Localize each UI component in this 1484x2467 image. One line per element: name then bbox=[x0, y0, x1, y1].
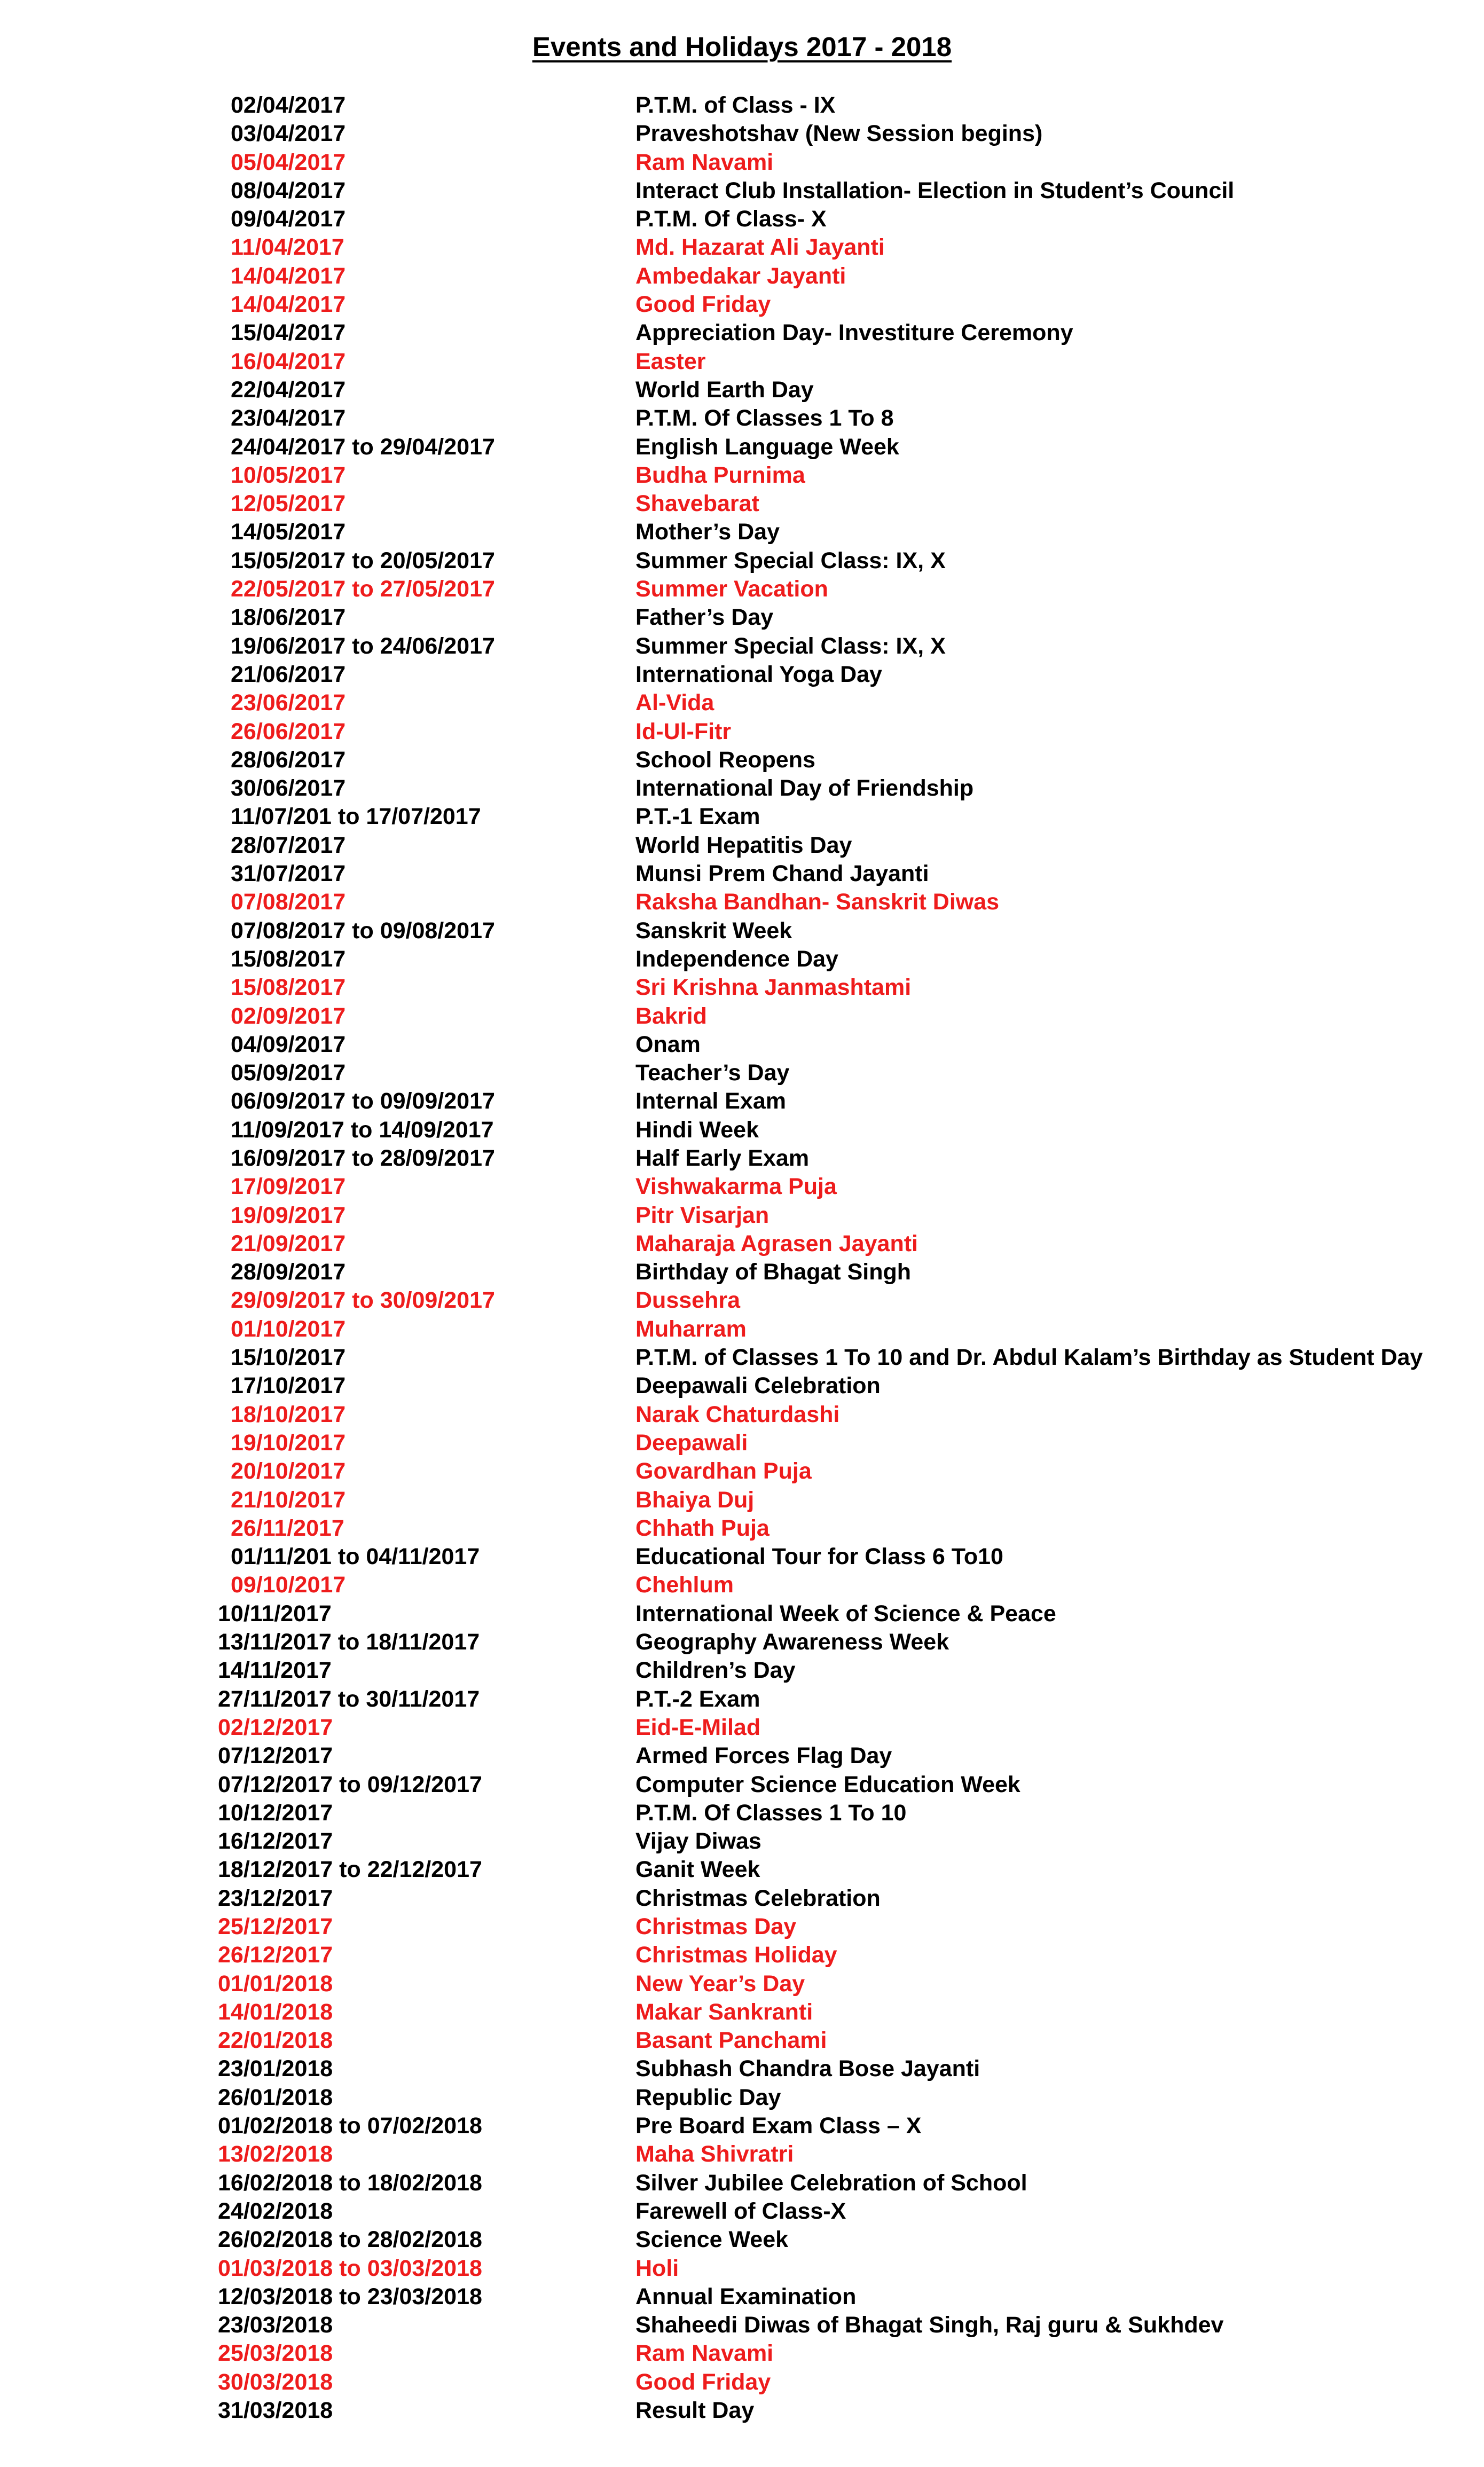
event-date: 23/12/2017 bbox=[218, 1885, 333, 1911]
event-name: Vijay Diwas bbox=[635, 1828, 761, 1855]
event-date: 01/02/2018 to 07/02/2018 bbox=[218, 2113, 482, 2139]
holiday-row bbox=[0, 1401, 1484, 1429]
event-row bbox=[0, 205, 1484, 233]
event-row bbox=[0, 831, 1484, 860]
event-date: 09/04/2017 bbox=[231, 206, 346, 232]
page-title bbox=[0, 31, 1484, 62]
event-row bbox=[0, 1628, 1484, 1656]
event-name: Computer Science Education Week bbox=[635, 1771, 1020, 1797]
event-row bbox=[0, 518, 1484, 546]
event-row bbox=[0, 120, 1484, 148]
event-date: 29/09/2017 to 30/09/2017 bbox=[231, 1287, 495, 1314]
event-name: Makar Sankranti bbox=[635, 1999, 813, 2025]
event-name: Muharram bbox=[635, 1316, 747, 1342]
event-name: Raksha Bandhan- Sanskrit Diwas bbox=[635, 889, 1000, 915]
event-row bbox=[0, 2055, 1484, 2083]
event-name: Praveshotshav (New Session begins) bbox=[635, 121, 1043, 147]
event-name: Annual Examination bbox=[635, 2283, 857, 2309]
event-date: 08/04/2017 bbox=[231, 177, 346, 203]
event-name: Pre Board Exam Class – X bbox=[635, 2113, 922, 2139]
event-date: 22/05/2017 to 27/05/2017 bbox=[231, 576, 495, 602]
holiday-row bbox=[0, 2339, 1484, 2368]
event-row bbox=[0, 1685, 1484, 1714]
event-name: Birthday of Bhagat Singh bbox=[635, 1259, 911, 1285]
event-date: 18/06/2017 bbox=[231, 604, 346, 631]
event-name: Pitr Visarjan bbox=[635, 1202, 770, 1228]
event-name: Independence Day bbox=[635, 946, 838, 972]
event-name: Science Week bbox=[635, 2227, 789, 2253]
event-date: 01/01/2018 bbox=[218, 1970, 333, 1997]
event-row bbox=[0, 376, 1484, 404]
event-name: Result Day bbox=[635, 2398, 755, 2424]
event-date: 01/03/2018 to 03/03/2018 bbox=[218, 2255, 482, 2281]
event-date: 04/09/2017 bbox=[231, 1031, 346, 1057]
event-date: 11/07/201 to 17/07/2017 bbox=[231, 804, 481, 830]
event-name: Appreciation Day- Investiture Ceremony bbox=[635, 320, 1073, 346]
event-date: 21/10/2017 bbox=[231, 1487, 346, 1513]
event-date: 22/01/2018 bbox=[218, 2028, 333, 2054]
event-row bbox=[0, 1827, 1484, 1856]
event-name: Children’s Day bbox=[635, 1657, 796, 1684]
event-name: Subhash Chandra Bose Jayanti bbox=[635, 2056, 980, 2082]
event-name: School Reopens bbox=[635, 747, 815, 773]
holiday-row bbox=[0, 1486, 1484, 1514]
event-name: Deepawali Celebration bbox=[635, 1373, 881, 1399]
event-name: International Day of Friendship bbox=[635, 775, 974, 802]
event-date: 28/07/2017 bbox=[231, 832, 346, 858]
event-name: Summer Vacation bbox=[635, 576, 828, 602]
event-name: Budha Purnima bbox=[635, 462, 805, 488]
event-row bbox=[0, 603, 1484, 632]
holiday-row bbox=[0, 2254, 1484, 2283]
event-date: 20/10/2017 bbox=[231, 1458, 346, 1484]
event-date: 24/02/2018 bbox=[218, 2198, 333, 2224]
event-row bbox=[0, 1031, 1484, 1059]
event-name: Armed Forces Flag Day bbox=[635, 1743, 892, 1769]
holiday-row bbox=[0, 1429, 1484, 1457]
event-row bbox=[0, 1656, 1484, 1685]
holiday-row bbox=[0, 575, 1484, 603]
event-date: 11/09/2017 to 14/09/2017 bbox=[231, 1117, 494, 1143]
event-date: 02/09/2017 bbox=[231, 1003, 346, 1029]
holiday-row bbox=[0, 348, 1484, 376]
event-name: Interact Club Installation- Election in Student’s Council bbox=[635, 177, 1235, 203]
event-name: Onam bbox=[635, 1031, 701, 1057]
holiday-row bbox=[0, 1970, 1484, 1998]
event-name: Educational Tour for Class 6 To10 bbox=[635, 1544, 1003, 1570]
event-date: 24/04/2017 to 29/04/2017 bbox=[231, 434, 495, 460]
event-date: 23/01/2018 bbox=[218, 2056, 333, 2082]
event-name: P.T.M. Of Classes 1 To 10 bbox=[635, 1800, 907, 1826]
event-name: Ganit Week bbox=[635, 1857, 760, 1883]
event-name: Chhath Puja bbox=[635, 1515, 770, 1541]
event-date: 14/01/2018 bbox=[218, 1999, 333, 2025]
event-date: 30/06/2017 bbox=[231, 775, 346, 802]
event-row bbox=[0, 2283, 1484, 2311]
event-list bbox=[0, 91, 1484, 2425]
event-date: 05/09/2017 bbox=[231, 1060, 346, 1086]
event-row bbox=[0, 319, 1484, 347]
event-name: Basant Panchami bbox=[635, 2028, 827, 2054]
event-date: 12/05/2017 bbox=[231, 491, 346, 517]
event-name: Shavebarat bbox=[635, 491, 759, 517]
event-date: 23/06/2017 bbox=[231, 690, 346, 716]
holiday-row bbox=[0, 233, 1484, 262]
event-name: Narak Chaturdashi bbox=[635, 1401, 840, 1427]
event-row bbox=[0, 1116, 1484, 1144]
holiday-row bbox=[0, 148, 1484, 177]
holiday-row bbox=[0, 973, 1484, 1002]
event-row bbox=[0, 1344, 1484, 1372]
event-date: 31/03/2018 bbox=[218, 2398, 333, 2424]
event-row bbox=[0, 860, 1484, 888]
event-row bbox=[0, 2112, 1484, 2140]
holiday-row bbox=[0, 718, 1484, 746]
event-name: International Week of Science & Peace bbox=[635, 1600, 1056, 1627]
event-date: 16/12/2017 bbox=[218, 1828, 333, 1855]
holiday-row bbox=[0, 1002, 1484, 1031]
event-row bbox=[0, 2197, 1484, 2226]
event-name: Shaheedi Diwas of Bhagat Singh, Raj guru & Sukhdev bbox=[635, 2312, 1224, 2338]
holiday-row bbox=[0, 1201, 1484, 1230]
event-name: Dussehra bbox=[635, 1287, 740, 1314]
holiday-row bbox=[0, 689, 1484, 717]
event-row bbox=[0, 1543, 1484, 1571]
holiday-row bbox=[0, 1286, 1484, 1315]
event-row bbox=[0, 1372, 1484, 1400]
event-name: Govardhan Puja bbox=[635, 1458, 812, 1484]
holiday-row bbox=[0, 1571, 1484, 1599]
event-date: 12/03/2018 to 23/03/2018 bbox=[218, 2283, 482, 2309]
event-row bbox=[0, 1600, 1484, 1628]
event-date: 07/12/2017 bbox=[218, 1743, 333, 1769]
holiday-row bbox=[0, 2026, 1484, 2055]
event-name: P.T.M. Of Classes 1 To 8 bbox=[635, 405, 894, 431]
event-name: Eid-E-Milad bbox=[635, 1714, 761, 1740]
event-row bbox=[0, 632, 1484, 661]
event-date: 15/04/2017 bbox=[231, 320, 346, 346]
event-date: 25/03/2018 bbox=[218, 2340, 333, 2367]
event-date: 23/04/2017 bbox=[231, 405, 346, 431]
event-date: 26/01/2018 bbox=[218, 2084, 333, 2110]
event-name: Summer Special Class: IX, X bbox=[635, 633, 946, 659]
event-date: 19/09/2017 bbox=[231, 1202, 346, 1228]
event-date: 07/08/2017 to 09/08/2017 bbox=[231, 917, 495, 944]
holiday-row bbox=[0, 888, 1484, 916]
event-name: Vishwakarma Puja bbox=[635, 1174, 837, 1200]
event-name: Bhaiya Duj bbox=[635, 1487, 755, 1513]
event-name: World Hepatitis Day bbox=[635, 832, 852, 858]
event-name: Holi bbox=[635, 2255, 679, 2281]
event-name: Maharaja Agrasen Jayanti bbox=[635, 1230, 918, 1256]
event-date: 10/12/2017 bbox=[218, 1800, 333, 1826]
event-date: 03/04/2017 bbox=[231, 121, 346, 147]
event-name: Christmas Holiday bbox=[635, 1942, 837, 1968]
event-name: Ambedakar Jayanti bbox=[635, 263, 846, 289]
event-date: 26/06/2017 bbox=[231, 718, 346, 744]
event-date: 10/11/2017 bbox=[218, 1600, 332, 1627]
event-date: 16/02/2018 to 18/02/2018 bbox=[218, 2170, 482, 2196]
event-row bbox=[0, 945, 1484, 973]
event-name: Bakrid bbox=[635, 1003, 707, 1029]
event-name: P.T.-1 Exam bbox=[635, 804, 760, 830]
event-name: Hindi Week bbox=[635, 1117, 759, 1143]
event-row bbox=[0, 917, 1484, 945]
event-name: Teacher’s Day bbox=[635, 1060, 790, 1086]
event-name: English Language Week bbox=[635, 434, 899, 460]
event-name: P.T.M. Of Class- X bbox=[635, 206, 827, 232]
event-name: Deepawali bbox=[635, 1429, 748, 1456]
event-date: 26/11/2017 bbox=[231, 1515, 344, 1541]
event-date: 26/12/2017 bbox=[218, 1942, 333, 1968]
event-date: 14/04/2017 bbox=[231, 292, 346, 318]
event-date: 02/12/2017 bbox=[218, 1714, 333, 1740]
event-row bbox=[0, 1856, 1484, 1884]
event-name: Easter bbox=[635, 348, 706, 374]
event-row bbox=[0, 803, 1484, 831]
event-date: 14/04/2017 bbox=[231, 263, 346, 289]
event-row bbox=[0, 1087, 1484, 1115]
event-date: 18/12/2017 to 22/12/2017 bbox=[218, 1857, 482, 1883]
event-date: 15/08/2017 bbox=[231, 975, 346, 1001]
event-date: 01/11/201 to 04/11/2017 bbox=[231, 1544, 480, 1570]
event-name: Sri Krishna Janmashtami bbox=[635, 975, 912, 1001]
event-date: 14/11/2017 bbox=[218, 1657, 332, 1684]
page-title-text: Events and Holidays 2017 - 2018 bbox=[532, 32, 952, 62]
event-name: New Year’s Day bbox=[635, 1970, 805, 1997]
event-name: Father’s Day bbox=[635, 604, 774, 631]
event-name: Good Friday bbox=[635, 2369, 771, 2395]
event-name: Al-Vida bbox=[635, 690, 714, 716]
event-date: 09/10/2017 bbox=[231, 1572, 346, 1598]
holiday-row bbox=[0, 290, 1484, 319]
event-name: Geography Awareness Week bbox=[635, 1629, 949, 1655]
holiday-row bbox=[0, 461, 1484, 490]
event-date: 17/10/2017 bbox=[231, 1373, 346, 1399]
event-row bbox=[0, 404, 1484, 433]
event-date: 16/09/2017 to 28/09/2017 bbox=[231, 1145, 495, 1171]
event-name: Chehlum bbox=[635, 1572, 734, 1598]
event-name: Christmas Celebration bbox=[635, 1885, 881, 1911]
event-name: Sanskrit Week bbox=[635, 917, 792, 944]
event-date: 01/10/2017 bbox=[231, 1316, 346, 1342]
event-name: P.T.M. of Classes 1 To 10 and Dr. Abdul Kalam’s Birthday as Student Day bbox=[635, 1345, 1423, 1371]
event-name: Maha Shivratri bbox=[635, 2141, 794, 2167]
event-name: Ram Navami bbox=[635, 149, 774, 175]
holiday-row bbox=[0, 1714, 1484, 1742]
event-name: Half Early Exam bbox=[635, 1145, 810, 1171]
event-row bbox=[0, 1799, 1484, 1827]
event-name: Good Friday bbox=[635, 292, 771, 318]
event-date: 14/05/2017 bbox=[231, 519, 346, 545]
event-date: 05/04/2017 bbox=[231, 149, 346, 175]
event-row bbox=[0, 2084, 1484, 2112]
holiday-row bbox=[0, 2140, 1484, 2169]
event-date: 13/11/2017 to 18/11/2017 bbox=[218, 1629, 480, 1655]
event-row bbox=[0, 1742, 1484, 1770]
event-row bbox=[0, 433, 1484, 461]
event-name: P.T.-2 Exam bbox=[635, 1686, 760, 1712]
event-name: Republic Day bbox=[635, 2084, 781, 2110]
holiday-row bbox=[0, 1315, 1484, 1344]
event-date: 10/05/2017 bbox=[231, 462, 346, 488]
holiday-row bbox=[0, 262, 1484, 290]
event-row bbox=[0, 1884, 1484, 1913]
event-name: Christmas Day bbox=[635, 1914, 797, 1939]
event-date: 15/08/2017 bbox=[231, 946, 346, 972]
event-name: Silver Jubilee Celebration of School bbox=[635, 2170, 1027, 2196]
event-row bbox=[0, 1059, 1484, 1087]
event-row bbox=[0, 1144, 1484, 1173]
event-date: 26/02/2018 to 28/02/2018 bbox=[218, 2227, 482, 2253]
event-row bbox=[0, 1771, 1484, 1799]
event-row bbox=[0, 2169, 1484, 2197]
event-name: Internal Exam bbox=[635, 1088, 786, 1114]
event-row bbox=[0, 2226, 1484, 2254]
event-row bbox=[0, 746, 1484, 774]
event-date: 23/03/2018 bbox=[218, 2312, 333, 2338]
event-date: 19/10/2017 bbox=[231, 1429, 346, 1456]
event-date: 06/09/2017 to 09/09/2017 bbox=[231, 1088, 495, 1114]
event-row bbox=[0, 547, 1484, 575]
event-date: 27/11/2017 to 30/11/2017 bbox=[218, 1686, 480, 1712]
holiday-row bbox=[0, 1941, 1484, 1969]
holiday-row bbox=[0, 2368, 1484, 2397]
event-date: 07/12/2017 to 09/12/2017 bbox=[218, 1771, 482, 1797]
holiday-row bbox=[0, 1998, 1484, 2026]
holiday-row bbox=[0, 1514, 1484, 1543]
event-row bbox=[0, 2397, 1484, 2425]
event-row bbox=[0, 2311, 1484, 2339]
event-date: 28/09/2017 bbox=[231, 1259, 346, 1285]
event-date: 17/09/2017 bbox=[231, 1174, 346, 1200]
event-date: 11/04/2017 bbox=[231, 234, 344, 261]
event-date: 31/07/2017 bbox=[231, 861, 346, 887]
event-name: World Earth Day bbox=[635, 376, 814, 403]
holiday-row bbox=[0, 1457, 1484, 1486]
event-date: 21/09/2017 bbox=[231, 1230, 346, 1256]
event-date: 15/05/2017 to 20/05/2017 bbox=[231, 547, 495, 573]
event-date: 30/03/2018 bbox=[218, 2369, 333, 2395]
event-name: Id-Ul-Fitr bbox=[635, 718, 732, 744]
event-row bbox=[0, 774, 1484, 803]
event-row bbox=[0, 177, 1484, 205]
event-date: 22/04/2017 bbox=[231, 376, 346, 403]
event-name: Ram Navami bbox=[635, 2340, 774, 2367]
event-name: Summer Special Class: IX, X bbox=[635, 547, 946, 573]
event-date: 13/02/2018 bbox=[218, 2141, 333, 2167]
event-name: International Yoga Day bbox=[635, 661, 882, 687]
event-date: 15/10/2017 bbox=[231, 1345, 346, 1371]
event-date: 16/04/2017 bbox=[231, 348, 346, 374]
holiday-row bbox=[0, 1913, 1484, 1941]
event-date: 21/06/2017 bbox=[231, 661, 346, 687]
event-name: Md. Hazarat Ali Jayanti bbox=[635, 234, 885, 261]
event-name: P.T.M. of Class - IX bbox=[635, 92, 836, 118]
event-date: 19/06/2017 to 24/06/2017 bbox=[231, 633, 495, 659]
event-date: 28/06/2017 bbox=[231, 747, 346, 773]
event-date: 18/10/2017 bbox=[231, 1401, 346, 1427]
event-name: Mother’s Day bbox=[635, 519, 780, 545]
event-name: Munsi Prem Chand Jayanti bbox=[635, 861, 929, 887]
event-row bbox=[0, 661, 1484, 689]
holiday-row bbox=[0, 1230, 1484, 1258]
holiday-row bbox=[0, 490, 1484, 518]
event-row bbox=[0, 91, 1484, 120]
event-date: 07/08/2017 bbox=[231, 889, 346, 915]
holiday-row bbox=[0, 1173, 1484, 1201]
event-name: Farewell of Class-X bbox=[635, 2198, 846, 2224]
event-row bbox=[0, 1258, 1484, 1286]
event-date: 02/04/2017 bbox=[231, 92, 346, 118]
event-date: 25/12/2017 bbox=[218, 1914, 333, 1939]
